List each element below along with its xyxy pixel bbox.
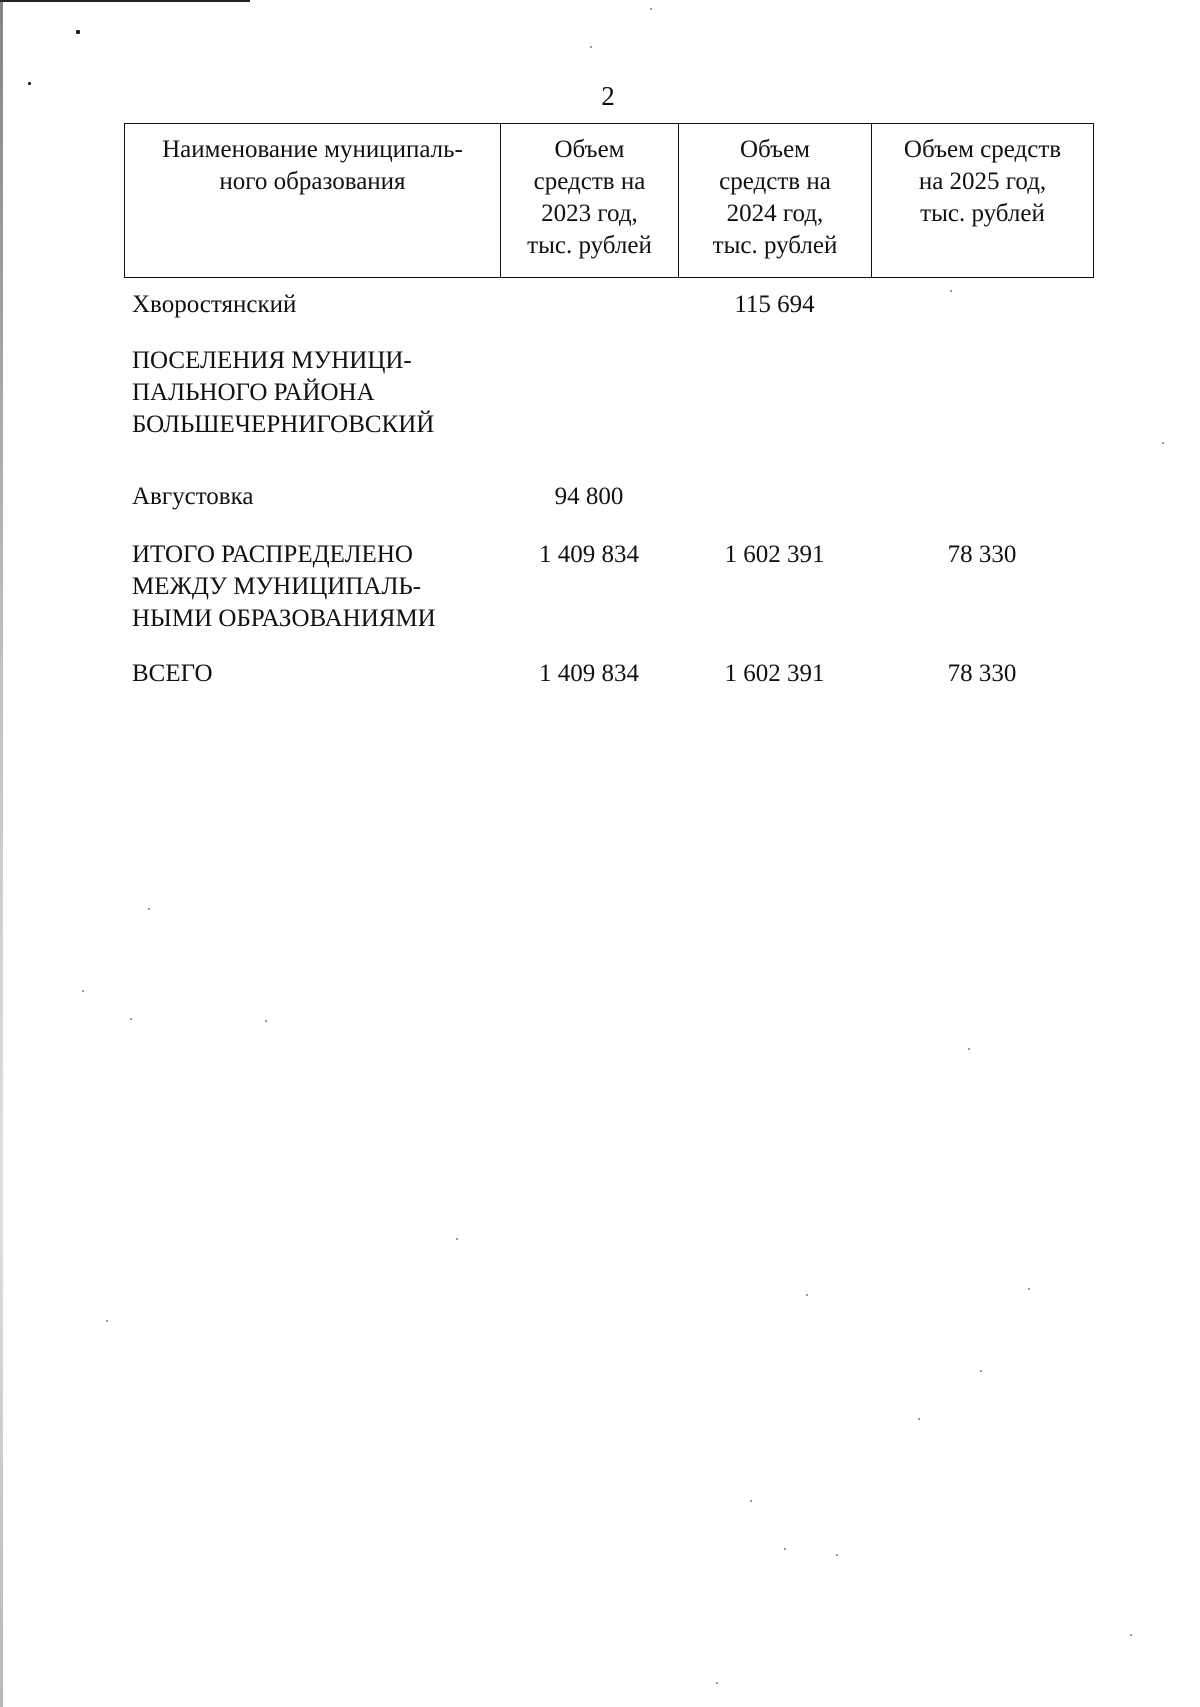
scan-speck	[1028, 1288, 1030, 1290]
scan-speck	[456, 1238, 458, 1240]
row-name: ИТОГО РАСПРЕДЕЛЕНО МЕЖДУ МУНИЦИПАЛЬ- НЫМИ ОБРАЗОВАНИЯМИ	[132, 541, 436, 632]
row-value-2023: 1 409 834	[539, 660, 639, 687]
scan-speck	[750, 1500, 752, 1502]
row-value-2025: 78 330	[947, 541, 1017, 568]
scan-speck	[82, 990, 84, 992]
row-value-2023: 94 800	[554, 483, 624, 510]
header-municipality-name: Наименование муниципаль- ного образования	[125, 124, 501, 278]
scan-speck	[784, 1548, 786, 1550]
scan-speck	[106, 1320, 108, 1322]
row-name: ПОСЕЛЕНИЯ МУНИЦИ- ПАЛЬНОГО РАЙОНА БОЛЬШЕЧЕРНИГОВСКИЙ	[132, 347, 435, 438]
row-name: Августовка	[132, 483, 254, 510]
scan-speck	[130, 1018, 132, 1020]
row-name: Хворостянский	[132, 291, 297, 318]
table-header	[124, 123, 1094, 278]
row-value-2024: 115 694	[734, 291, 815, 318]
scan-speck	[968, 1048, 970, 1050]
row-name: ВСЕГО	[132, 660, 213, 687]
scan-edge-line	[0, 0, 250, 2]
row-value-2025: 78 330	[947, 660, 1017, 687]
scan-speck	[650, 8, 652, 10]
scan-speck	[590, 46, 592, 48]
page-number: 2	[601, 81, 615, 111]
scan-speck	[265, 1020, 267, 1022]
scan-speck	[28, 82, 31, 85]
scan-speck	[806, 1294, 808, 1296]
scan-edge-left	[0, 0, 3, 1707]
header-volume-2025: Объем средств на 2025 год, тыс. рублей	[872, 124, 1094, 278]
scan-speck	[1130, 1634, 1132, 1636]
scan-speck	[980, 1370, 982, 1372]
scan-speck	[836, 1554, 838, 1556]
row-value-2024: 1 602 391	[724, 660, 825, 687]
scan-speck	[918, 1418, 920, 1420]
scan-speck	[1162, 442, 1164, 444]
row-value-2023: 1 409 834	[539, 541, 639, 568]
header-volume-2023: Объем средств на 2023 год, тыс. рублей	[501, 124, 679, 278]
row-value-2024: 1 602 391	[724, 541, 825, 568]
header-volume-2024: Объем средств на 2024 год, тыс. рублей	[679, 124, 872, 278]
scan-speck	[950, 290, 952, 292]
scan-speck	[76, 30, 80, 34]
scan-speck	[716, 1682, 718, 1684]
scan-speck	[148, 908, 150, 910]
